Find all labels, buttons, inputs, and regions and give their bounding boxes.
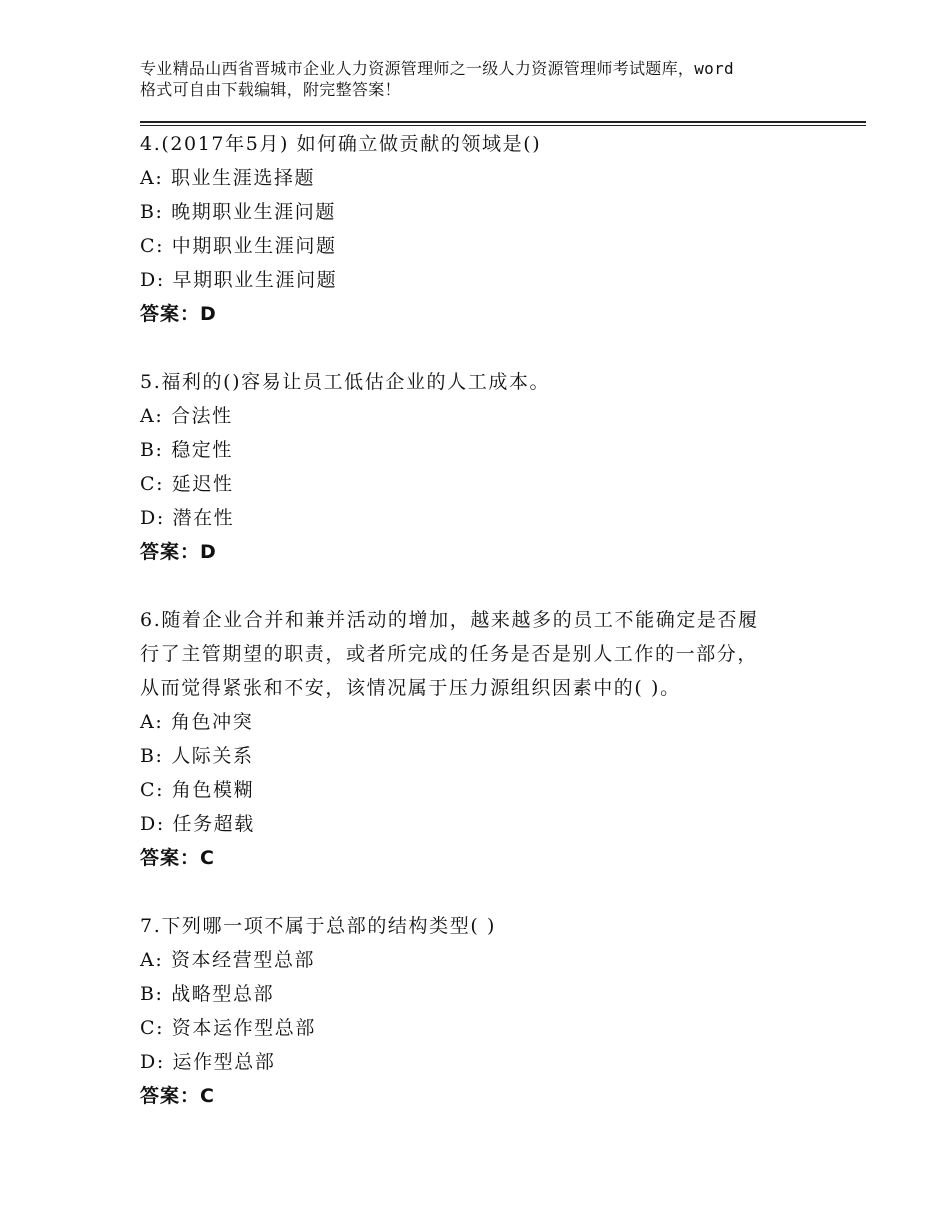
header-line-2: 格式可自由下载编辑，附完整答案！: [140, 80, 401, 99]
option-d: D: 任务超载: [140, 813, 255, 835]
question-list: [140, 127, 860, 1147]
answer: 答案：C: [140, 847, 215, 869]
answer: 答案：D: [140, 303, 217, 325]
question-text: 5.福利的()容易让员工低估企业的人工成本。: [140, 371, 551, 393]
option-b: B: 晚期职业生涯问题: [140, 201, 337, 223]
question-6: [140, 603, 860, 875]
question-text: 4.(2017年5月) 如何确立做贡献的领域是(): [140, 133, 542, 155]
answer: 答案：D: [140, 541, 217, 563]
option-b: B: 人际关系: [140, 745, 254, 767]
option-c: C: 资本运作型总部: [140, 1017, 316, 1039]
document-header: [140, 58, 830, 100]
option-d: D: 潜在性: [140, 507, 235, 529]
question-7: [140, 909, 860, 1113]
option-a: A: 角色冲突: [140, 711, 254, 733]
header-divider-thin: [140, 125, 866, 126]
option-b: B: 稳定性: [140, 439, 234, 461]
option-a: A: 资本经营型总部: [140, 949, 316, 971]
question-text: 行了主管期望的职责，或者所完成的任务是否是别人工作的一部分，: [140, 643, 759, 665]
option-d: D: 运作型总部: [140, 1051, 276, 1073]
question-text: 6.随着企业合并和兼并活动的增加，越来越多的员工不能确定是否履: [140, 609, 759, 631]
header-divider-thick: [140, 121, 866, 123]
question-5: [140, 365, 860, 569]
option-c: C: 中期职业生涯问题: [140, 235, 337, 257]
option-c: C: 角色模糊: [140, 779, 255, 801]
header-line-1: 专业精品山西省晋城市企业人力资源管理师之一级人力资源管理师考试题库，word: [140, 59, 734, 78]
option-d: D: 早期职业生涯问题: [140, 269, 338, 291]
option-c: C: 延迟性: [140, 473, 234, 495]
question-4: [140, 127, 860, 331]
answer: 答案：C: [140, 1085, 215, 1107]
option-b: B: 战略型总部: [140, 983, 275, 1005]
option-a: A: 职业生涯选择题: [140, 167, 316, 189]
option-a: A: 合法性: [140, 405, 233, 427]
question-text: 7.下列哪一项不属于总部的结构类型( ): [140, 915, 496, 937]
question-text: 从而觉得紧张和不安，该情况属于压力源组织因素中的( )。: [140, 677, 681, 699]
